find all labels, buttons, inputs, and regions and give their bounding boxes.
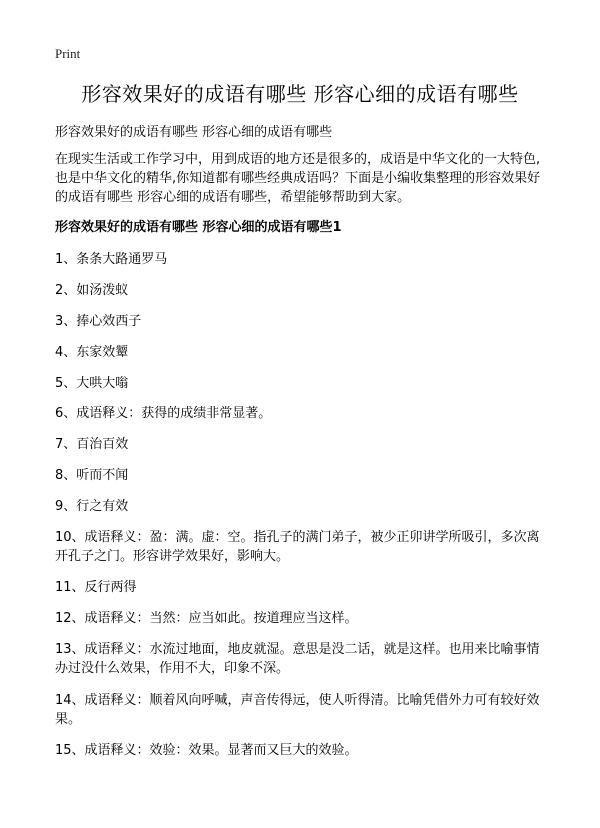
list-item: 7、百治百效: [55, 437, 129, 452]
section-heading: 形容效果好的成语有哪些 形容心细的成语有哪些1: [55, 220, 342, 235]
intro-paragraph: 在现实生活或工作学习中，用到成语的地方还是很多的，成语是中华文化的一大特色,也是中华文化的精华,你知道都有哪些经典成语吗？下面是小编收集整理的形容效果好的成语有哪些 形容心细的成语有哪些，希望能够帮助到大家。: [55, 152, 541, 205]
list-item: 8、听而不闻: [55, 468, 129, 483]
list-item: 4、东家效颦: [55, 345, 129, 360]
list-item: 11、反行两得: [55, 580, 137, 595]
list-item: 6、成语释义：获得的成绩非常显著。: [55, 406, 272, 421]
list-item: 15、成语释义：效验：效果。显著而又巨大的效验。: [55, 743, 358, 758]
list-item: 5、大哄大嗡: [55, 376, 129, 391]
list-item: 2、如汤泼蚁: [55, 283, 129, 298]
list-item: 3、捧心效西子: [55, 314, 142, 329]
print-link[interactable]: Print: [55, 46, 81, 61]
subtitle: 形容效果好的成语有哪些 形容心细的成语有哪些: [55, 125, 333, 140]
list-item: 12、成语释义：当然：应当如此。按道理应当这样。: [55, 611, 358, 626]
page-title: 形容效果好的成语有哪些 形容心细的成语有哪些: [81, 82, 519, 106]
list-item: 1、条条大路通罗马: [55, 252, 168, 267]
list-item: 9、行之有效: [55, 499, 129, 514]
list-item: 14、成语释义：顺着风向呼喊，声音传得远，使人听得清。比喻凭借外力可有较好效果。: [55, 693, 540, 727]
list-item: 10、成语释义：盈：满。虚：空。指孔子的满门弟子，被少正卯讲学所吸引，多次离开孔子之门。形容讲学效果好，影响大。: [55, 530, 540, 564]
list-item: 13、成语释义：水流过地面，地皮就湿。意思是没二话，就是这样。也用来比喻事情办过没什么效果，作用不大，印象不深。: [55, 642, 540, 676]
